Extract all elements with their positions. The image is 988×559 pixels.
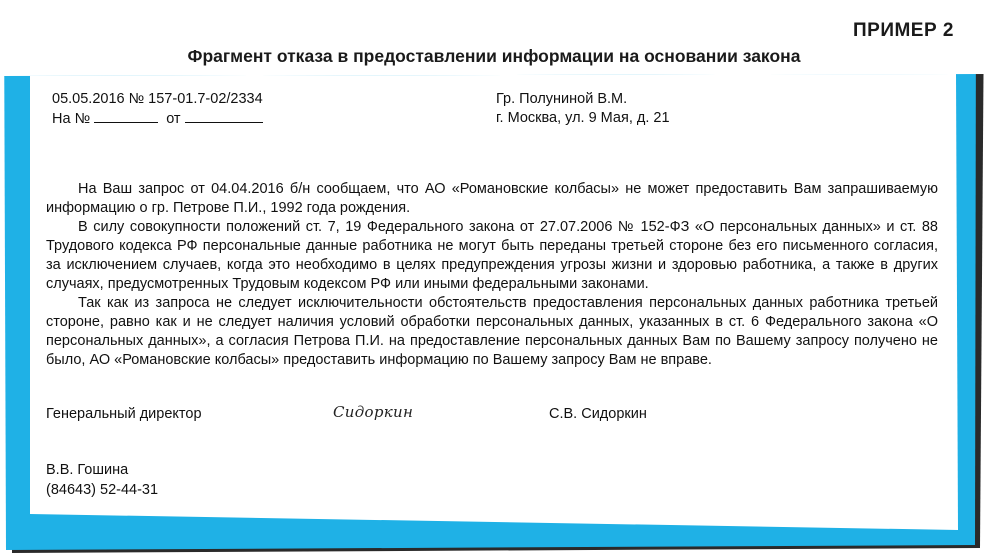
reply-reference	[52, 109, 432, 129]
reply-date-blank	[185, 109, 263, 123]
reply-from-label: от	[166, 111, 181, 127]
paragraph: В силу совокупности положений ст. 7, 19 Федерального закона от 27.07.2006 № 152-ФЗ «О персональных данных» и ст. 88 Трудового кодекса РФ персональные данные работника не могут быть переданы третьей стороне без его письменного согласия, за исключением случаев, когда это необходимо в целях предупреждения угрозы жизни и здоровью работника, а также в других случаях, предусмотренных Трудовым кодексом РФ или иными федеральными законами.	[46, 219, 938, 292]
signature: Сидоркин	[333, 403, 414, 421]
executor-phone: (84643) 52-44-31	[46, 482, 159, 498]
example-label: ПРИМЕР 2	[852, 20, 954, 41]
outgoing-number-block	[52, 90, 432, 129]
outgoing-number: 05.05.2016 № 157-01.7-02/2334	[52, 91, 263, 107]
paragraph: Так как из запроса не следует исключительности обстоятельств предоставления персональных данных работника третьей стороне, равно как и не следует наличия условий обработки персональных данных, указанных в ст. 6 Федерального закона «О персональных данных», а согласия Петрова П.И. на предоставление персональных данных Вам по Вашему запросу получено не было, АО «Романовские колбасы» предоставить информацию по Вашему запросу Вам не вправе.	[46, 295, 938, 368]
paragraph: На Ваш запрос от 04.04.2016 б/н сообщаем, что АО «Романовские колбасы» не может предоставить Вам запрашиваемую информацию о гр. Петрове П.И., 1992 года рождения.	[46, 181, 938, 216]
executor-name: В.В. Гошина	[46, 462, 129, 478]
signatory-name: С.В. Сидоркин	[549, 406, 647, 422]
letter-body	[46, 180, 938, 370]
addressee-name: Гр. Полуниной В.М.	[496, 91, 628, 107]
addressee-address: г. Москва, ул. 9 Мая, д. 21	[496, 110, 670, 126]
signatory-position: Генеральный директор	[46, 406, 202, 422]
reply-prefix: На №	[52, 111, 91, 127]
document-title: Фрагмент отказа в предоставлении информации на основании закона	[187, 46, 801, 66]
addressee-block	[496, 90, 856, 128]
reply-number-blank	[94, 109, 158, 123]
